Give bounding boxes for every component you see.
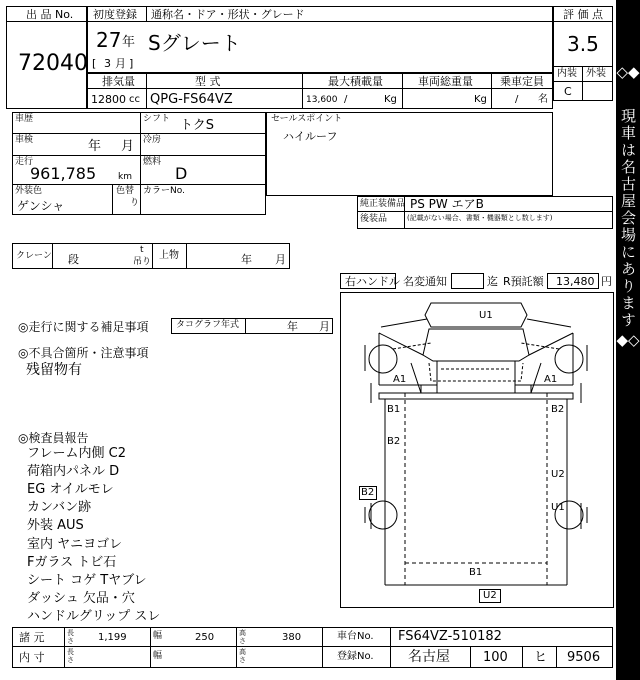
mileage-label: 走行 bbox=[15, 157, 34, 167]
aftermarket-label: 後装品 bbox=[360, 214, 388, 224]
first-reg-label: 初度登録 bbox=[93, 8, 137, 21]
interior-grade: C bbox=[564, 85, 572, 98]
name-change-label: 名変通知 bbox=[403, 275, 447, 288]
dims-label: 諸 元 bbox=[19, 631, 45, 644]
history-label: 車歴 bbox=[15, 114, 34, 124]
damage-mark: B2 bbox=[551, 404, 565, 415]
mileage: 961,785 bbox=[30, 164, 97, 183]
inspector-item: シート コゲ Tヤブレ bbox=[27, 573, 147, 588]
month-unit: 月 bbox=[115, 57, 126, 70]
reg-label: 登録No. bbox=[337, 651, 374, 662]
max-load: 13,600 bbox=[306, 95, 338, 105]
recycle-label: R預託額 bbox=[503, 275, 544, 288]
fuel-label: 燃料 bbox=[143, 157, 162, 167]
inspection-month-unit: 月 bbox=[121, 139, 135, 154]
aftermarket-note: (記載がない場合、書類・機器類とし数します) bbox=[407, 214, 553, 222]
height-label: 高さ bbox=[239, 629, 246, 645]
name-label: 通称名・ドア・形状・グレード bbox=[151, 8, 305, 21]
chassis: FS64VZ-510182 bbox=[398, 629, 502, 644]
sales-point: ハイルーフ bbox=[283, 130, 338, 143]
equipment-label: 純正装備品 bbox=[360, 199, 406, 209]
truck-diagram bbox=[340, 292, 614, 608]
inspector-item: フレーム内側 C2 bbox=[27, 446, 126, 461]
truck-diagram-drawing bbox=[341, 293, 613, 607]
tachograph-label: タコグラフ年式 bbox=[176, 320, 240, 330]
damage-mark: A1 bbox=[544, 374, 558, 385]
max-load-label: 最大積載量 bbox=[328, 75, 383, 88]
crane-label: クレーン bbox=[16, 251, 52, 261]
year-unit: 年 bbox=[122, 35, 136, 50]
tachograph-month-unit: 月 bbox=[319, 320, 330, 333]
inspector-item: 外装 AUS bbox=[27, 518, 84, 533]
inspector-item: カンバン跡 bbox=[27, 500, 92, 515]
inspector-item: ハンドルグリップ スレ bbox=[27, 609, 161, 624]
month: 3 bbox=[104, 57, 111, 70]
shift: トクS bbox=[180, 118, 214, 133]
sales-point-box bbox=[266, 112, 553, 196]
rating: 3.5 bbox=[567, 32, 599, 56]
recycle-unit: 円 bbox=[601, 275, 612, 288]
handle: 右ハンドル bbox=[345, 275, 400, 288]
damage-mark: U2 bbox=[551, 469, 565, 480]
inspector-item: EG オイルモレ bbox=[27, 482, 114, 497]
displacement-label: 排気量 bbox=[102, 75, 135, 88]
crane-ton-unit: t bbox=[140, 245, 144, 255]
lot-label: 出 品 No. bbox=[26, 8, 74, 21]
location-banner bbox=[616, 0, 640, 680]
damage-mark: B1 bbox=[387, 404, 401, 415]
aircon-label: 冷房 bbox=[143, 135, 162, 145]
rating-label: 評 価 点 bbox=[563, 8, 603, 21]
damage-mark: U1 bbox=[551, 502, 565, 513]
color-no-unit: り bbox=[130, 198, 140, 208]
crane-hang-unit: 吊り bbox=[133, 257, 152, 267]
inner-width-label: 幅 bbox=[153, 651, 163, 661]
inspector-item: Fガラス トビ石 bbox=[27, 555, 117, 570]
exterior-label: 外装 bbox=[586, 68, 606, 79]
grade: Sグレート bbox=[148, 31, 241, 55]
banner-bottom-mark: ◆◇ bbox=[616, 331, 640, 349]
banner-text bbox=[616, 108, 640, 329]
damage-mark: U2 bbox=[483, 590, 497, 601]
year: 27 bbox=[96, 28, 122, 52]
width: 250 bbox=[195, 632, 215, 643]
model: QPG-FS64VZ bbox=[150, 92, 233, 107]
inner-dims-label: 内 寸 bbox=[19, 651, 45, 664]
crane-stage-unit: 段 bbox=[68, 253, 79, 266]
color-label: カラーNo. bbox=[143, 186, 185, 196]
exterior-color: ゲンシャ bbox=[17, 199, 65, 213]
width-label: 幅 bbox=[153, 631, 163, 641]
capacity-label: 乗車定員 bbox=[500, 75, 544, 88]
displacement-unit: cc bbox=[129, 94, 140, 105]
inspector-label: ◎検査員報告 bbox=[18, 431, 89, 445]
inspector-item: ダッシュ 欠品・穴 bbox=[27, 591, 135, 606]
reg-number: 9506 bbox=[567, 650, 601, 665]
upper-month-unit: 月 bbox=[275, 253, 286, 266]
reg-kana: ヒ bbox=[534, 650, 548, 665]
inspector-item: 荷箱内パネル D bbox=[27, 464, 120, 479]
inner-height-label: 高さ bbox=[239, 648, 246, 664]
inspection-label: 車検 bbox=[15, 135, 34, 145]
shift-label: シフト bbox=[143, 114, 171, 124]
height: 380 bbox=[282, 632, 302, 643]
damage-mark: U1 bbox=[479, 310, 493, 321]
damage-mark: A1 bbox=[393, 374, 407, 385]
defect-text: 残留物有 bbox=[26, 362, 82, 378]
gross-weight-unit: Kg bbox=[474, 94, 487, 105]
interior-label: 内装 bbox=[557, 68, 577, 79]
color-no-label: 色替 bbox=[116, 186, 135, 196]
exterior-color-label: 外装色 bbox=[15, 186, 43, 196]
upper-label: 上物 bbox=[159, 250, 179, 261]
length: 1,199 bbox=[98, 632, 127, 643]
sales-point-label: セールスポイント bbox=[271, 114, 343, 124]
upper-year-unit: 年 bbox=[241, 253, 252, 266]
driving-label: ◎走行に関する補足事項 bbox=[18, 320, 149, 334]
gap-unit: 迄 bbox=[487, 275, 498, 288]
banner-top-mark: ◇◆ bbox=[616, 63, 640, 81]
reg-area: 名古屋 bbox=[408, 649, 450, 665]
defect-label: ◎不具合箇所・注意事項 bbox=[18, 346, 149, 360]
max-load-unit: Kg bbox=[384, 94, 397, 105]
fuel: D bbox=[175, 164, 188, 183]
inspection-year-unit: 年 bbox=[88, 139, 102, 154]
reg-class: 100 bbox=[483, 650, 508, 665]
damage-mark: B1 bbox=[469, 567, 483, 578]
equipment: PS PW エアB bbox=[410, 197, 484, 211]
inner-length-label: 長さ bbox=[67, 648, 74, 664]
gross-weight-label: 車両総重量 bbox=[418, 75, 473, 88]
length-label: 長さ bbox=[67, 629, 74, 645]
banner-text-string: 現車は名古屋会場にあります bbox=[619, 108, 637, 329]
recycle-value: 13,480 bbox=[556, 275, 595, 288]
damage-mark: B2 bbox=[387, 436, 401, 447]
damage-mark: B2 bbox=[361, 487, 375, 498]
inspector-item: 室内 ヤニヨゴレ bbox=[27, 537, 123, 552]
mileage-unit: km bbox=[118, 172, 132, 182]
capacity-unit: 名 bbox=[538, 94, 548, 105]
model-label: 型 式 bbox=[195, 75, 221, 88]
lot-number: 72040 bbox=[18, 51, 88, 76]
chassis-label: 車台No. bbox=[337, 631, 374, 642]
displacement: 12800 bbox=[91, 93, 126, 106]
tachograph-year-unit: 年 bbox=[287, 320, 298, 333]
